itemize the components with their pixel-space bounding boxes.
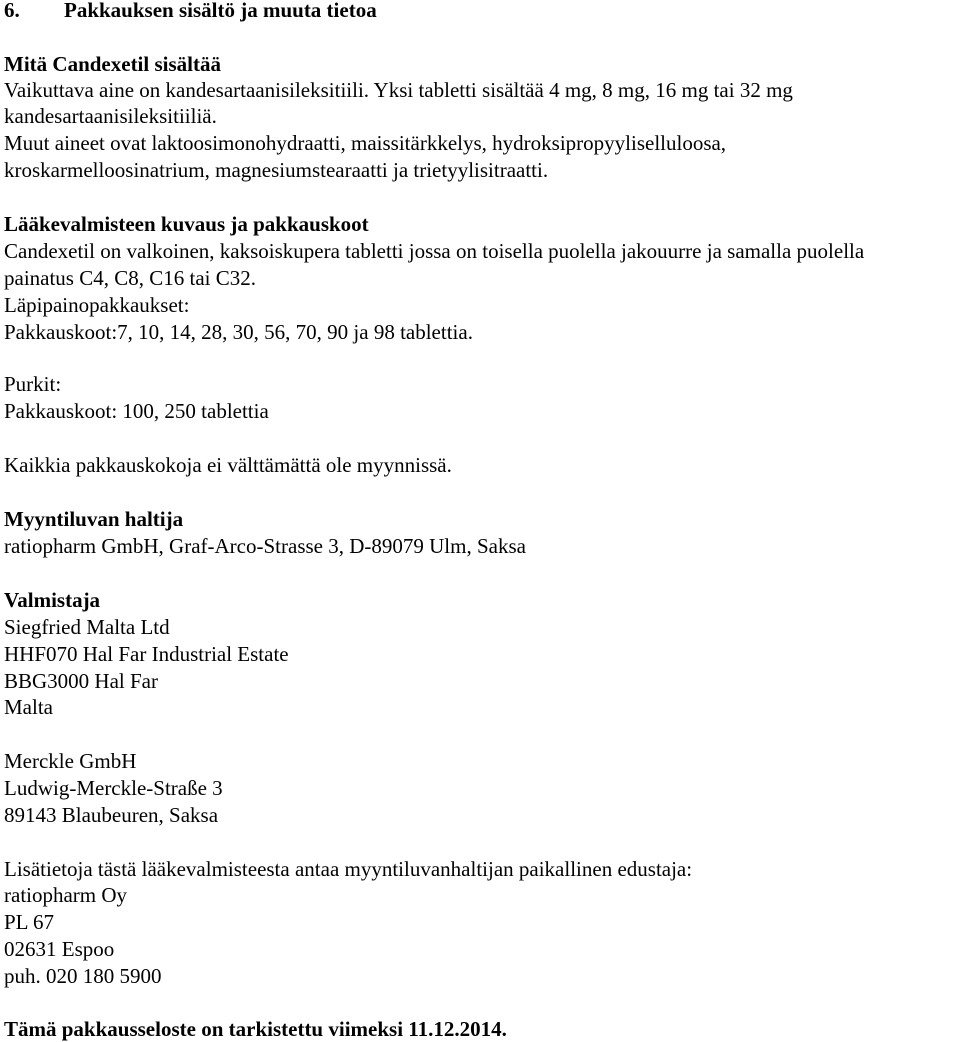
section-title: Pakkauksen sisältö ja muuta tietoa xyxy=(64,0,377,22)
manufacturer-line: Malta xyxy=(4,695,53,719)
manufacturer-line: HHF070 Hal Far Industrial Estate xyxy=(4,642,289,666)
section-heading xyxy=(4,0,377,23)
jars-sizes: Pakkauskoot: 100, 250 tablettia xyxy=(4,399,269,423)
description-line: Candexetil on valkoinen, kaksoiskupera tabletti jossa on toisella puolella jakouurre ja samalla puolella xyxy=(4,239,865,263)
revision-date: Tämä pakkausseloste on tarkistettu viimeksi 11.12.2014. xyxy=(4,1017,507,1041)
local-rep-line: ratiopharm Oy xyxy=(4,883,128,907)
description-title: Lääkevalmisteen kuvaus ja pakkauskoot xyxy=(4,212,369,236)
local-rep-intro: Lisätietoja tästä lääkevalmisteesta antaa myyntiluvanhaltijan paikallinen edustaja: xyxy=(4,857,693,881)
contents-line: kandesartaanisileksitiiliä. xyxy=(4,104,217,128)
manufacturer-line: BBG3000 Hal Far xyxy=(4,669,158,693)
local-rep-line: puh. 020 180 5900 xyxy=(4,964,162,988)
manufacturer-line: Merckle GmbH xyxy=(4,749,137,773)
manufacturer-title: Valmistaja xyxy=(4,588,101,612)
contents-line: Vaikuttava aine on kandesartaanisileksitiili. Yksi tabletti sisältää 4 mg, 8 mg, 16 mg tai 32 mg xyxy=(4,78,793,102)
holder-address: ratiopharm GmbH, Graf-Arco-Strasse 3, D-89079 Ulm, Saksa xyxy=(4,534,526,558)
manufacturer-line: Ludwig-Merckle-Straße 3 xyxy=(4,776,223,800)
description-line: painatus C4, C8, C16 tai C32. xyxy=(4,266,256,290)
contents-title: Mitä Candexetil sisältää xyxy=(4,52,221,76)
contents-line: kroskarmelloosinatrium, magnesiumstearaatti ja trietyylisitraatti. xyxy=(4,158,549,182)
description-line: Läpipainopakkaukset: xyxy=(4,293,190,317)
description-line: Pakkauskoot:7, 10, 14, 28, 30, 56, 70, 90 ja 98 tablettia. xyxy=(4,320,473,344)
local-rep-line: 02631 Espoo xyxy=(4,937,115,961)
section-number: 6. xyxy=(4,0,20,22)
availability-note: Kaikkia pakkauskokoja ei välttämättä ole myynnissä. xyxy=(4,453,452,477)
holder-title: Myyntiluvan haltija xyxy=(4,507,184,531)
manufacturer-line: 89143 Blaubeuren, Saksa xyxy=(4,803,219,827)
local-rep-line: PL 67 xyxy=(4,910,54,934)
jars-label: Purkit: xyxy=(4,372,62,396)
contents-line: Muut aineet ovat laktoosimonohydraatti, maissitärkkelys, hydroksipropyyliselluloosa, xyxy=(4,131,727,155)
manufacturer-line: Siegfried Malta Ltd xyxy=(4,615,170,639)
